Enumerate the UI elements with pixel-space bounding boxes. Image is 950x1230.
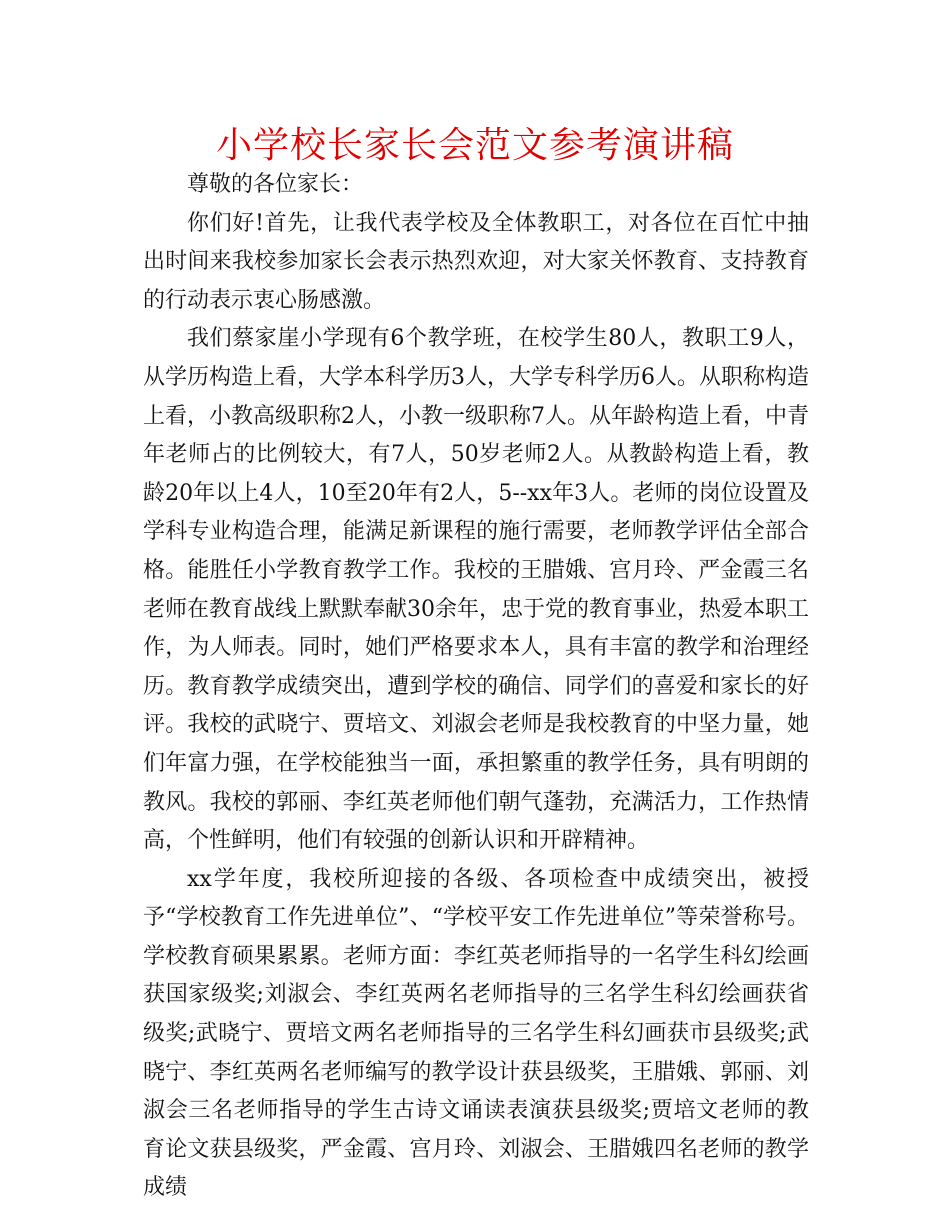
paragraph-achievements: xx学年度，我校所迎接的各级、各项检查中成绩突出，被授予“学校教育工作先进单位”、“学校平安工作先进单位”等荣誉称号。学校教育硕果累累。老师方面：李红英老师指导的一名学生科幻绘画获国家级奖;刘淑会、李红英两名老师指导的三名学生科幻绘画获省级奖;武晓宁、贾培文两名老师指导的三名学生科幻画获市县级奖;武晓宁、李红英两名老师编写的教学设计获县级奖，王腊娥、郭丽、刘淑会三名老师指导的学生古诗文诵读表演获县级奖;贾培文老师的教育论文获县级奖，严金霞、宫月玲、刘淑会、王腊娥四名老师的教学成绩	[143, 866, 809, 1201]
paragraph-staff-overview: 我们蔡家崖小学现有6个教学班，在校学生80人，教职工9人，从学历构造上看，大学本科学历3人，大学专科学历6人。从职称构造上看，小教高级职称2人，小教一级职称7人。从年龄构造上看，中青年老师占的比例较大，有7人，50岁老师2人。从教龄构造上看，教龄20年以上4人，10至20年有2人，5--xx年3人。老师的岗位设置及学科专业构造合理，能满足新课程的施行需要，老师教学评估全部合格。能胜任小学教育教学工作。我校的王腊娥、宫月玲、严金霞三名老师在教育战线上默默奉献30余年，忠于党的教育事业，热爱本职工作，为人师表。同时，她们严格要求本人，具有丰富的教学和治理经历。教育教学成绩突出，遭到学校的确信、同学们的喜爱和家长的好评。我校的武晓宁、贾培文、刘淑会老师是我校教育的中坚力量，她们年富力强，在学校能独当一面，承担繁重的教学任务，具有明朗的教风。我校的郭丽、李红英老师他们朝气蓬勃，充满活力，工作热情高，个性鲜明，他们有较强的创新认识和开辟精神。	[143, 326, 809, 854]
document-body	[143, 166, 809, 1208]
salutation: 尊敬的各位家长：	[187, 172, 364, 197]
paragraph-welcome: 你们好!首先，让我代表学校及全体教职工，对各位在百忙中抽出时间来我校参加家长会表示热烈欢迎，对大家关怀教育、支持教育的行动表示衷心肠感激。	[143, 210, 809, 313]
document-title: 小学校长家长会范文参考演讲稿	[215, 125, 734, 166]
